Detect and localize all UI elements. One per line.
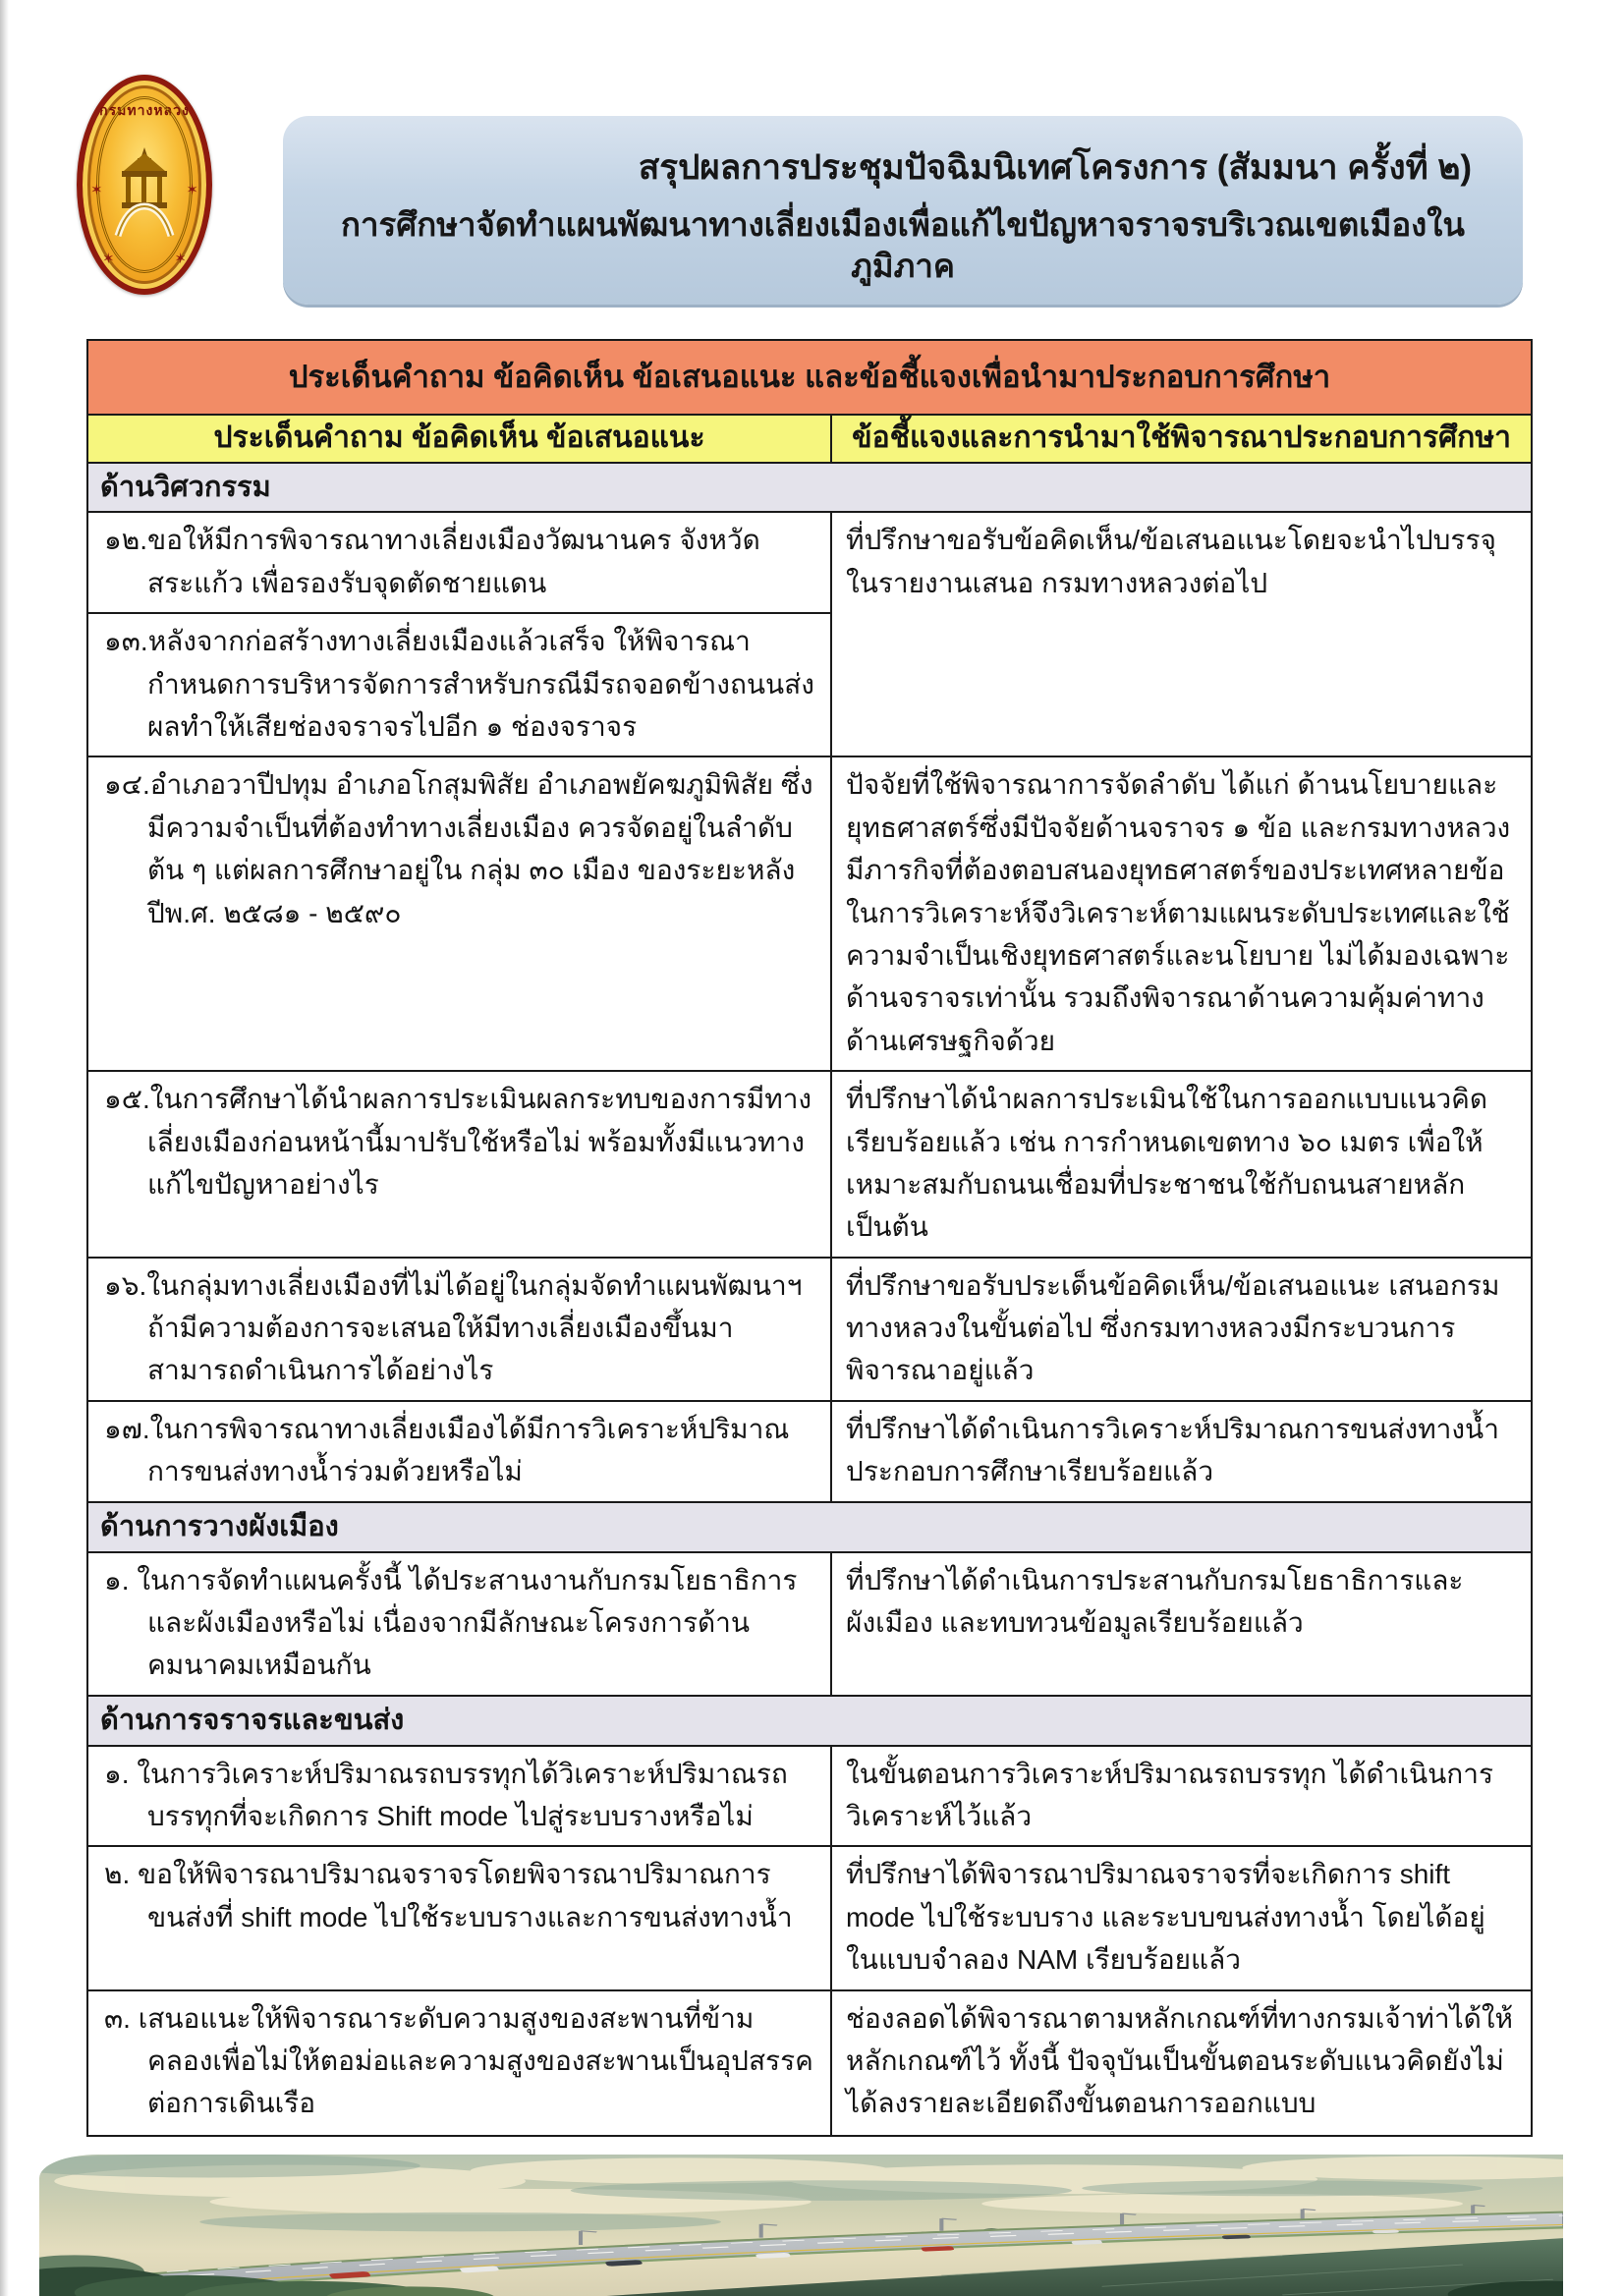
bridge-photo <box>39 2155 1563 2296</box>
table-main-header-row <box>87 340 1532 415</box>
table-row <box>87 1746 1532 1847</box>
table-row <box>87 1258 1532 1401</box>
seal-ornament-icon: ✶ <box>102 251 115 267</box>
section-title: ด้านการจราจรและขนส่ง <box>87 1696 1532 1746</box>
question-cell: ๑๔.อำเภอวาปีปทุม อำเภอโกสุมพิสัย อำเภอพยัคฆภูมิพิสัย ซึ่งมีความจำเป็นที่ต้องทำทางเลี่ยงเมือง ควรจัดอยู่ในลำดับต้น ๆ แต่ผลการศึกษาอยู่ใน กลุ่ม ๓๐ เมือง ของระยะหลังปีพ.ศ. ๒๕๘๑ - ๒๕๙๐ <box>87 756 831 1071</box>
qa-table-container <box>86 339 1533 2137</box>
question-cell: ๑๒.ขอให้มีการพิจารณาทางเลี่ยงเมืองวัฒนานคร จังหวัดสระแก้ว เพื่อรองรับจุดตัดชายแดน <box>87 512 831 613</box>
table-row <box>87 1071 1532 1258</box>
table-column-header-row <box>87 415 1532 463</box>
table-row <box>87 1846 1532 1989</box>
table-main-header: ประเด็นคำถาม ข้อคิดเห็น ข้อเสนอแนะ และข้อชี้แจงเพื่อนำมาประกอบการศึกษา <box>87 340 1532 415</box>
seal-ornament-icon: ✶ <box>90 181 103 198</box>
question-cell: ๑๕.ในการศึกษาได้นำผลการประเมินผลกระทบของการมีทางเลี่ยงเมืองก่อนหน้านี้มาปรับใช้หรือไม่ พร้อมทั้งมีแนวทางแก้ไขปัญหาอย่างไร <box>87 1071 831 1258</box>
section-title: ด้านการวางผังเมือง <box>87 1502 1532 1552</box>
pavilion-emblem-icon <box>108 145 181 240</box>
section-header-engineering <box>87 463 1532 513</box>
answer-cell: ในขั้นตอนการวิเคราะห์ปริมาณรถบรรทุก ได้ดำเนินการวิเคราะห์ไว้แล้ว <box>831 1746 1532 1847</box>
answer-cell: ที่ปรึกษาได้นำผลการประเมินใช้ในการออกแบบแนวคิดเรียบร้อยแล้ว เช่น การกำหนดเขตทาง ๖๐ เมตร เพื่อให้เหมาะสมกับถนนเชื่อมที่ประชาชนใช้กับถนนสายหลัก เป็นต้น <box>831 1071 1532 1258</box>
table-row <box>87 1990 1532 2136</box>
question-cell: ๑. ในการจัดทำแผนครั้งนี้ ได้ประสานงานกับกรมโยธาธิการและผังเมืองหรือไม่ เนื่องจากมีลักษณะโครงการด้านคมนาคมเหมือนกัน <box>87 1552 831 1696</box>
section-header-urban-planning <box>87 1502 1532 1552</box>
table-row <box>87 512 1532 613</box>
question-cell: ๑๗.ในการพิจารณาทางเลี่ยงเมืองได้มีการวิเคราะห์ปริมาณการขนส่งทางน้ำร่วมด้วยหรือไม่ <box>87 1401 831 1502</box>
document-header <box>0 0 1624 339</box>
document-title: สรุปผลการประชุมปัจฉิมนิเทศโครงการ (สัมมนา ครั้งที่ ๒) <box>638 148 1473 187</box>
question-cell: ๑๓.หลังจากก่อสร้างทางเลี่ยงเมืองแล้วเสร็จ ให้พิจารณากำหนดการบริหารจัดการสำหรับกรณีมีรถจอดข้างถนนส่งผลทำให้เสียช่องจราจรไปอีก ๑ ช่องจราจร <box>87 613 831 756</box>
answer-cell: ช่องลอดได้พิจารณาตามหลักเกณฑ์ที่ทางกรมเจ้าท่าได้ให้หลักเกณฑ์ไว้ ทั้งนี้ ปัจจุบันเป็นขั้นตอนระดับแนวคิดยังไม่ได้ลงรายละเอียดถึงขั้นตอนการออกแบบ <box>831 1990 1532 2136</box>
table-row <box>87 1401 1532 1502</box>
answer-cell: ที่ปรึกษาได้ดำเนินการวิเคราะห์ปริมาณการขนส่งทางน้ำประกอบการศึกษาเรียบร้อยแล้ว <box>831 1401 1532 1502</box>
table-row <box>87 1552 1532 1696</box>
scan-edge-shadow <box>0 0 9 2296</box>
table-row <box>87 756 1532 1071</box>
document-subtitle: การศึกษาจัดทำแผนพัฒนาทางเลี่ยงเมืองเพื่อแก้ไขปัญหาจราจรบริเวณเขตเมืองในภูมิภาค <box>341 205 1465 285</box>
answer-cell: ที่ปรึกษาได้ดำเนินการประสานกับกรมโยธาธิการและผังเมือง และทบทวนข้อมูลเรียบร้อยแล้ว <box>831 1552 1532 1696</box>
title-banner <box>283 116 1523 305</box>
question-cell: ๒. ขอให้พิจารณาปริมาณจราจรโดยพิจารณาปริมาณการขนส่งที่ shift mode ไปใช้ระบบรางและการขนส่งทางน้ำ <box>87 1846 831 1989</box>
bridge-photo-illustration <box>39 2155 1563 2296</box>
department-of-highways-seal <box>77 75 212 295</box>
column-header-questions: ประเด็นคำถาม ข้อคิดเห็น ข้อเสนอแนะ <box>87 415 831 463</box>
qa-table <box>86 339 1533 2137</box>
answer-cell: ที่ปรึกษาขอรับข้อคิดเห็น/ข้อเสนอแนะโดยจะนำไปบรรจุในรายงานเสนอ กรมทางหลวงต่อไป <box>831 512 1532 756</box>
seal-ornament-icon: ✶ <box>174 251 187 267</box>
question-cell: ๓. เสนอแนะให้พิจารณาระดับความสูงของสะพานที่ข้ามคลองเพื่อไม่ให้ตอม่อและความสูงของสะพานเป็นอุปสรรคต่อการเดินเรือ <box>87 1990 831 2136</box>
answer-cell: ปัจจัยที่ใช้พิจารณาการจัดลำดับ ได้แก่ ด้านนโยบายและยุทธศาสตร์ซึ่งมีปัจจัยด้านจราจร ๑ ข้อ และกรมทางหลวงมีภารกิจที่ต้องตอบสนองยุทธศาสตร์ของประเทศหลายข้อ ในการวิเคราะห์จึงวิเคราะห์ตามแผนระดับประเทศและใช้ความจำเป็นเชิงยุทธศาสตร์และนโยบาย ไม่ได้มองเฉพาะด้านจราจรเท่านั้น รวมถึงพิจารณาด้านความคุ้มค่าทางด้านเศรษฐกิจด้วย <box>831 756 1532 1071</box>
seal-ornament-icon: ✶ <box>186 181 198 198</box>
question-cell: ๑. ในการวิเคราะห์ปริมาณรถบรรทุกได้วิเคราะห์ปริมาณรถบรรทุกที่จะเกิดการ Shift mode ไปสู่ระบบรางหรือไม่ <box>87 1746 831 1847</box>
seal-label: กรมทางหลวง <box>99 102 190 118</box>
question-cell: ๑๖.ในกลุ่มทางเลี่ยงเมืองที่ไม่ได้อยู่ในกลุ่มจัดทำแผนพัฒนาฯ ถ้ามีความต้องการจะเสนอให้มีทางเลี่ยงเมืองขึ้นมาสามารถดำเนินการได้อย่างไร <box>87 1258 831 1401</box>
section-title: ด้านวิศวกรรม <box>87 463 1532 513</box>
answer-cell: ที่ปรึกษาได้พิจารณาปริมาณจราจรที่จะเกิดการ shift mode ไปใช้ระบบราง และระบบขนส่งทางน้ำ โดยได้อยู่ในแบบจำลอง NAM เรียบร้อยแล้ว <box>831 1846 1532 1989</box>
column-header-clarifications: ข้อชี้แจงและการนำมาใช้พิจารณาประกอบการศึกษา <box>831 415 1532 463</box>
section-header-traffic-transport <box>87 1696 1532 1746</box>
answer-cell: ที่ปรึกษาขอรับประเด็นข้อคิดเห็น/ข้อเสนอแนะ เสนอกรมทางหลวงในขั้นต่อไป ซึ่งกรมทางหลวงมีกระบวนการพิจารณาอยู่แล้ว <box>831 1258 1532 1401</box>
